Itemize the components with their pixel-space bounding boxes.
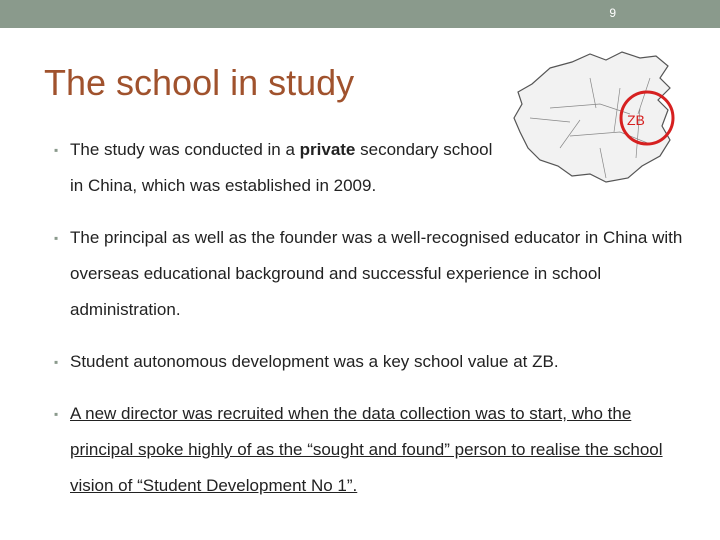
- bullet-item: [56, 344, 696, 380]
- bullet-text: The study was conducted in a: [70, 140, 300, 159]
- bullet-marker: ▪: [54, 407, 59, 421]
- bullet-marker: ▪: [54, 231, 59, 245]
- bullet-text: Student autonomous development was a key school value at ZB.: [70, 352, 559, 371]
- map-label: ZB: [627, 112, 645, 128]
- bullet-item: [56, 132, 510, 204]
- bullet-list: [56, 132, 696, 520]
- bullet-bold-text: private: [299, 140, 356, 159]
- bullet-marker: ▪: [54, 143, 59, 157]
- bullet-text: secondary school in China, which was established in 2009.: [70, 140, 493, 195]
- page-number: 9: [609, 6, 616, 20]
- bullet-text: A new director was recruited when the data collection was to start, who the principal spoke highly of as the “sought and found” person to realise the school vision of “Student Development No 1”.: [70, 404, 663, 495]
- bullet-item: [56, 220, 696, 328]
- bullet-marker: ▪: [54, 355, 59, 369]
- bullet-text: The principal as well as the founder was a well-recognised educator in China with overseas educational background and successful experience in school administration.: [70, 228, 683, 319]
- bullet-item: [56, 396, 696, 504]
- slide-title: The school in study: [44, 62, 355, 103]
- top-bar: [0, 0, 720, 28]
